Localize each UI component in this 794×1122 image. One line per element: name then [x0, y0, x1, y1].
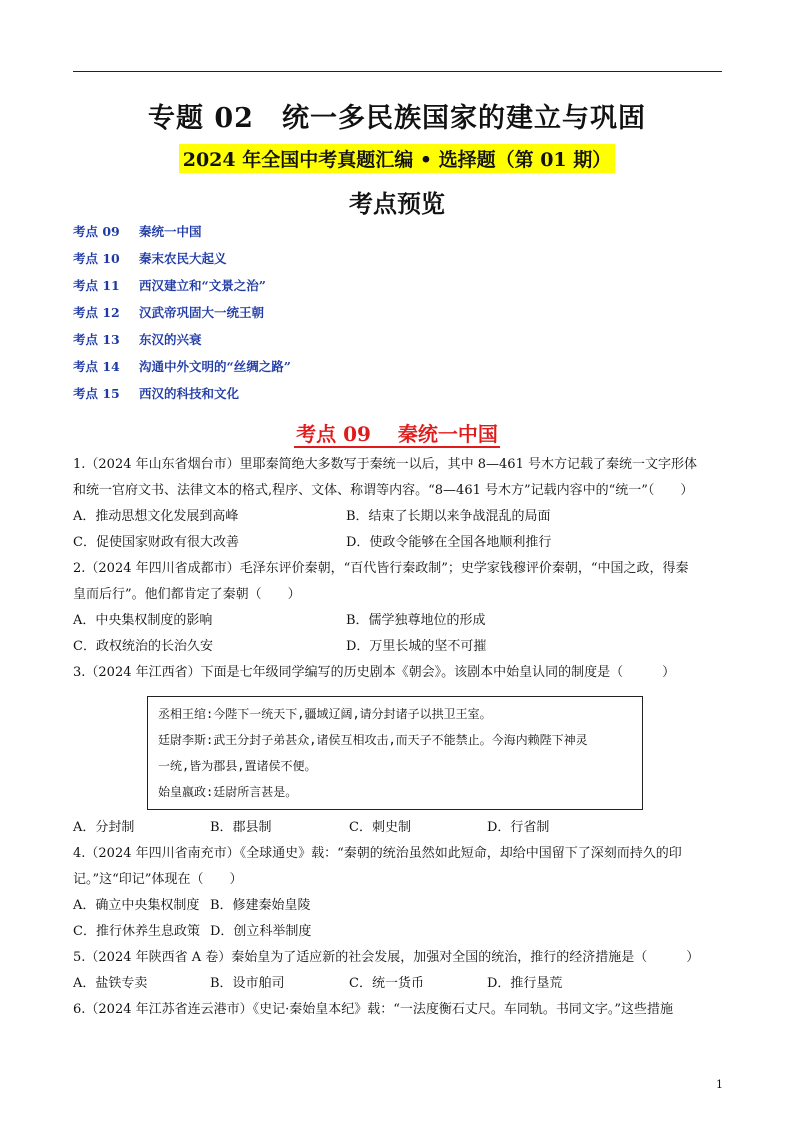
question-1-line-1: 1.（2024 年山东省烟台市）里耶秦简绝大多数写于秦统一以后，其中 8—461 号木方记载了秦统一文字形体 [73, 457, 697, 472]
option-a[interactable]: A．盐铁专卖 [73, 976, 148, 991]
question-6-line-1: 6.（2024 年江苏省连云港市）《史记·秦始皇本纪》载：“一法度衡石丈尺。车同轨。书同文字。”这些措施 [73, 1002, 674, 1017]
option-row [73, 634, 723, 660]
option-b[interactable]: B．郡县制 [210, 820, 272, 835]
option-row [73, 971, 723, 997]
page-title: 专题 02 统一多民族国家的建立与巩固 [148, 103, 646, 134]
option-c[interactable]: C．刺史制 [349, 820, 411, 835]
quote-line: 丞相王绾:今陛下一统天下,疆域辽阔,请分封诸子以拱卫王室。 [158, 707, 492, 721]
toc-code: 考点 12 [73, 305, 120, 320]
option-d[interactable]: D．行省制 [487, 820, 550, 835]
toc-label: 西汉建立和“文景之治” [139, 278, 266, 293]
option-b[interactable]: B．结束了长期以来争战混乱的局面 [346, 509, 551, 524]
toc-list [73, 222, 291, 411]
toc-item[interactable] [73, 384, 291, 411]
quote-line: 一统,皆为郡县,置诸侯不便。 [158, 759, 317, 773]
option-row [73, 530, 723, 556]
header-rule [73, 71, 722, 72]
option-c[interactable]: C．促使国家财政有很大改善 [73, 535, 239, 550]
script-excerpt-box [147, 696, 643, 810]
question-1-line-2: 和统一官府文书、法律文本的格式,程序、文体、称谓等内容。“8—461 号木方”记载内容中的“统一”（ ） [73, 483, 694, 498]
option-b[interactable]: B．设市舶司 [210, 976, 285, 991]
toc-code: 考点 10 [73, 251, 120, 266]
section-heading [0, 418, 794, 447]
toc-code: 考点 09 [73, 224, 120, 239]
toc-item[interactable] [73, 249, 291, 276]
toc-code: 考点 14 [73, 359, 120, 374]
option-row [73, 815, 723, 841]
option-row [73, 919, 723, 945]
quote-line: 始皇嬴政:廷尉所言甚是。 [158, 785, 298, 799]
option-b[interactable]: B．修建秦始皇陵 [210, 898, 311, 913]
question-5-line-1: 5.（2024 年陕西省 A 卷）秦始皇为了适应新的社会发展，加强对全国的统治，推行的经济措施是（ ） [73, 950, 700, 965]
option-c[interactable]: C．推行休养生息政策 [73, 924, 200, 939]
option-a[interactable]: A．推动思想文化发展到高峰 [73, 509, 239, 524]
toc-item[interactable] [73, 303, 291, 330]
question-2-line-2: 皇而后行”。他们都肯定了秦朝（ ） [73, 587, 301, 602]
page-number: 1 [716, 1078, 723, 1091]
option-row [73, 893, 723, 919]
toc-label: 沟通中外文明的“丝绸之路” [139, 359, 291, 374]
option-d[interactable]: D．推行垦荒 [487, 976, 563, 991]
option-a[interactable]: A．分封制 [73, 820, 135, 835]
toc-label: 秦末农民大起义 [139, 251, 227, 266]
questions-continued [73, 815, 723, 1023]
toc-code: 考点 11 [73, 278, 120, 293]
toc-label: 西汉的科技和文化 [139, 386, 240, 401]
toc-item[interactable] [73, 276, 291, 303]
question-4-line-2: 记。”这“印记”体现在（ ） [73, 872, 243, 887]
option-d[interactable]: D．创立科举制度 [210, 924, 312, 939]
option-c[interactable]: C．统一货币 [349, 976, 424, 991]
toc-label: 汉武帝巩固大一统王朝 [139, 305, 265, 320]
question-1 [73, 452, 723, 686]
toc-item[interactable] [73, 330, 291, 357]
page-subtitle: 2024 年全国中考真题汇编 • 选择题（第 01 期） [179, 144, 616, 173]
option-row [73, 504, 723, 530]
option-d[interactable]: D．万里长城的坚不可摧 [346, 639, 487, 654]
option-d[interactable]: D．使政令能够在全国各地顺利推行 [346, 535, 552, 550]
toc-label: 秦统一中国 [139, 224, 202, 239]
toc-item[interactable] [73, 222, 291, 249]
toc-label: 东汉的兴衰 [139, 332, 202, 347]
quote-line: 廷尉李斯:武王分封子弟甚众,诸侯互相攻击,而天子不能禁止。今海内赖陛下神灵 [158, 733, 588, 747]
question-3-line-1: 3.（2024 年江西省）下面是七年级同学编写的历史剧本《朝会》。该剧本中始皇认同的制度是（ ） [73, 665, 676, 680]
option-c[interactable]: C．政权统治的长治久安 [73, 639, 213, 654]
option-a[interactable]: A．中央集权制度的影响 [73, 613, 213, 628]
toc-item[interactable] [73, 357, 291, 384]
question-2-line-1: 2.（2024 年四川省成都市）毛泽东评价秦朝，“百代皆行秦政制”；史学家钱穆评价秦朝，“中国之政，得秦 [73, 561, 689, 576]
option-b[interactable]: B．儒学独尊地位的形成 [346, 613, 486, 628]
question-4-line-1: 4.（2024 年四川省南充市）《全球通史》载：“秦朝的统治虽然如此短命，却给中国留下了深刻而持久的印 [73, 846, 682, 861]
preview-title: 考点预览 [349, 189, 445, 218]
option-a[interactable]: A．确立中央集权制度 [73, 898, 200, 913]
option-row [73, 608, 723, 634]
subtitle-wrapper [0, 144, 794, 173]
section-heading-text: 考点 09 秦统一中国 [296, 422, 498, 446]
toc-code: 考点 13 [73, 332, 120, 347]
toc-code: 考点 15 [73, 386, 120, 401]
